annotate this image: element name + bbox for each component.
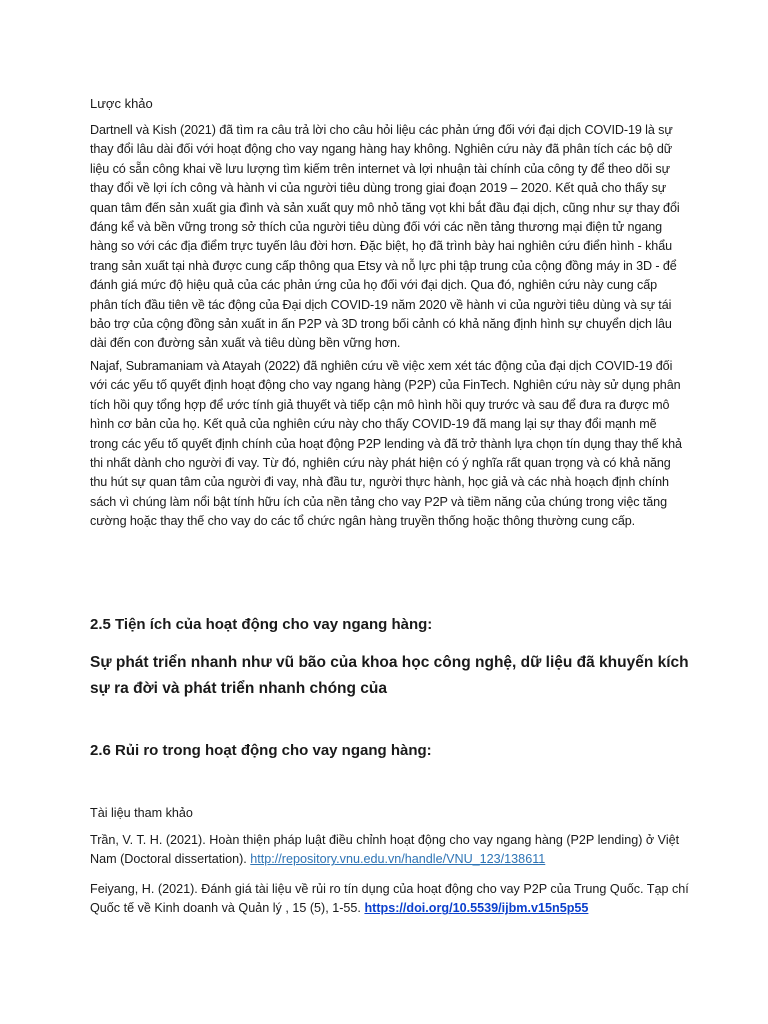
- section-label: Lược khảo: [90, 96, 153, 111]
- intro-2-5: Sự phát triển nhanh như vũ bão của khoa học công nghệ, dữ liệu đã khuyến kích sự ra đời và phát triển nhanh chóng của: [90, 654, 689, 697]
- reference-item: [90, 880, 690, 919]
- heading-2-5: 2.5 Tiện ích của hoạt động cho vay ngang hàng:: [90, 616, 433, 633]
- reference-text: Trần, V. T. H. (2021). Hoàn thiện pháp luật điều chỉnh hoạt động cho vay ngang hàng (P2P lending) ở Việt Nam (Doctoral dissertation).: [90, 833, 680, 867]
- paragraph-dartnell-kish: Dartnell và Kish (2021) đã tìm ra câu trả lời cho câu hỏi liệu các phản ứng đối với đại dịch COVID-19 là sự thay đổi lâu dài đối với hoạt động cho vay ngang hàng hay không. Nghiên cứu này đã phân tích các bộ dữ liệu có sẵn công khai về lưu lượng tìm kiếm trên internet và lợi nhuận tài chính của công ty để theo dõi sự thay đổi về lợi ích công và hành vi của người tiêu dùng trong giai đoạn 2019 – 2020. Kết quả cho thấy sự quan tâm đến sản xuất gia đình và sản xuất quy mô nhỏ tăng vọt khi bắt đầu đại dịch, cũng như sự thay đổi đáng kể và bền vững trong sở thích của người tiêu dùng đối với các nền tảng thương mại điện tử ngang hàng so với các địa điểm trực tuyến lâu đời hơn. Đặc biệt, họ đã trình bày hai nghiên cứu điển hình - khẩu trang sản xuất tại nhà được cung cấp thông qua Etsy và nỗ lực phi tập trung của cộng đồng máy in 3D - để đánh giá mức độ hiệu quả của các phản ứng của họ đối với đại dịch. Qua đó, nghiên cứu này cung cấp phân tích đầu tiên về tác động của Đại dịch COVID-19 năm 2020 về hành vi của người tiêu dùng và sự tái bảo trợ của cộng đồng sản xuất in ấn P2P và 3D trong bối cảnh có khả năng định hình sự chuyển dịch lâu dài đến con đường sản xuất và tiêu dùng bền vững hơn.: [90, 123, 680, 351]
- reference-item: [90, 831, 690, 870]
- reference-link[interactable]: http://repository.vnu.edu.vn/handle/VNU_123/138611: [250, 852, 546, 867]
- references-title: Tài liệu tham khảo: [90, 806, 193, 820]
- paragraph-najaf: Najaf, Subramaniam và Atayah (2022) đã nghiên cứu về việc xem xét tác động của đại dịch COVID-19 đối với các yếu tố quyết định hoạt động cho vay ngang hàng (P2P) của FinTech. Nghiên cứu này sử dụng phân tích hồi quy tổng hợp để ước tính giả thuyết và tiếp cận mô hình hồi quy trước và sau để đưa ra được mô hình cơ bản của họ. Kết quả của nghiên cứu này cho thấy COVID-19 đã mang lại sự thay đổi mạnh mẽ trong các yếu tố quyết định chính của hoạt động P2P lending và đã trở thành lựa chọn tín dụng thay thế khả thi nhất dành cho người đi vay. Từ đó, nghiên cứu này phát hiện có ý nghĩa rất quan trọng và có khả năng thu hút sự quan tâm của người đi vay, nhà đầu tư, người thực hành, học giả và các nhà hoạch định chính sách vì chúng làm nổi bật tính hữu ích của nền tảng cho vay P2P và tiềm năng của chúng trong việc tăng cường hoặc thay thế cho vay do các tổ chức ngân hàng truyền thống hoặc thông thường cung cấp.: [90, 359, 682, 529]
- reference-link[interactable]: https://doi.org/10.5539/ijbm.v15n5p55: [364, 901, 589, 916]
- reference-text: Feiyang, H. (2021). Đánh giá tài liệu về rủi ro tín dụng của hoạt động cho vay P2P của Trung Quốc. Tạp chí Quốc tế về Kinh doanh và Quản lý , 15 (5), 1-55.: [90, 882, 689, 916]
- heading-2-6: 2.6 Rủi ro trong hoạt động cho vay ngang hàng:: [90, 742, 432, 759]
